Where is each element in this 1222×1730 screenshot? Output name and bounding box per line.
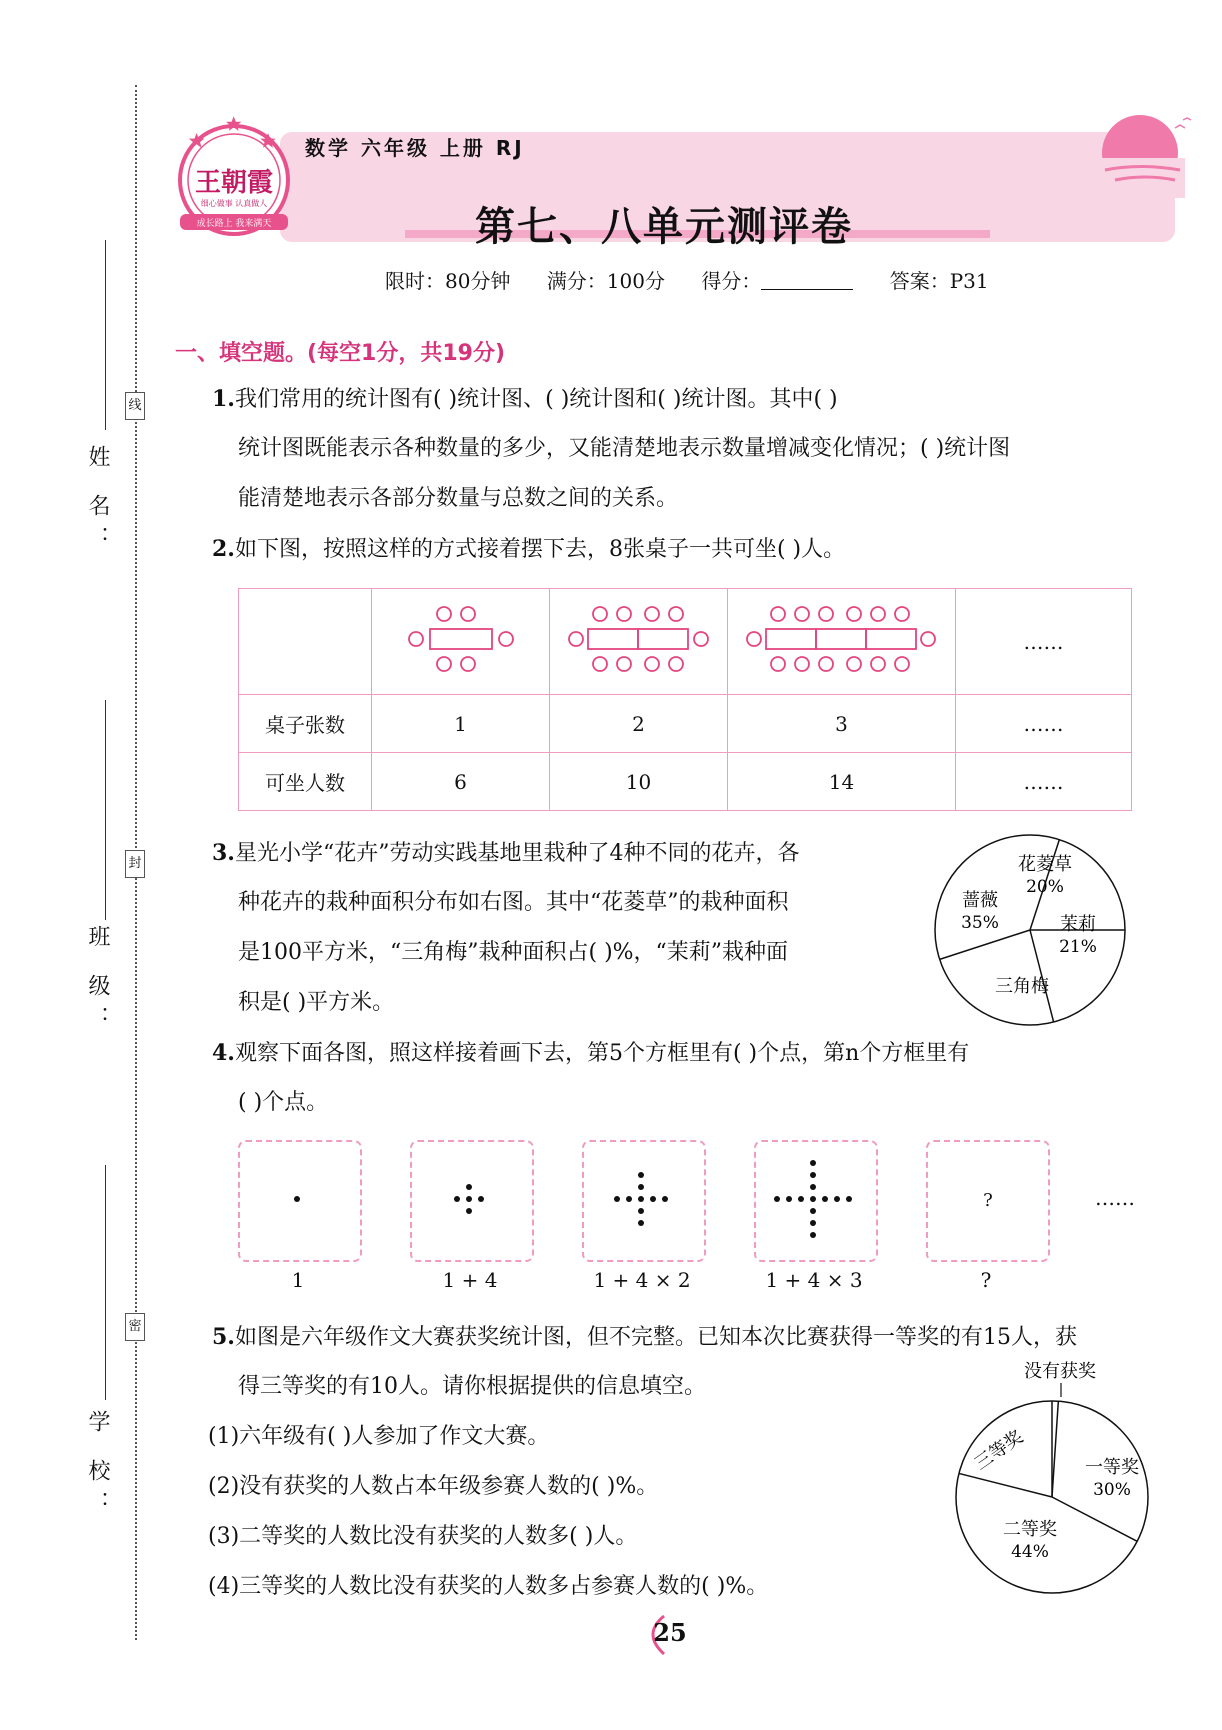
q5-line1 — [212, 1320, 1077, 1355]
page-number: 25 — [653, 1618, 687, 1647]
q3-line2: 种花卉的栽种面积分布如右图。其中“花菱草”的栽种面积 — [238, 890, 789, 915]
school-blank-line — [105, 1165, 106, 1400]
q2-line1 — [212, 532, 845, 567]
dot-mark — [638, 1184, 644, 1190]
dot-box-1 — [238, 1140, 362, 1262]
dot-mark — [810, 1208, 816, 1214]
q3-text1: 星光小学“花卉”劳动实践基地里栽种了4种不同的花卉，各 — [234, 841, 800, 866]
one-table-icon — [406, 604, 516, 674]
unknown-mark: ? — [983, 1190, 993, 1211]
table-cell: …… — [956, 753, 1132, 811]
q5-sub2: (2)没有获奖的人数占本年级参赛人数的( )%。 — [208, 1474, 659, 1499]
table-seating — [238, 588, 1132, 811]
pie-slice-divider — [940, 930, 1030, 959]
q3-line1 — [212, 836, 799, 871]
dot-box-2 — [410, 1140, 534, 1262]
dot-sequence-ellipsis: …… — [1095, 1186, 1135, 1210]
dot-mark — [798, 1196, 804, 1202]
dot-mark — [846, 1196, 852, 1202]
exam-info — [385, 265, 1019, 294]
pie-slice-divider — [1052, 1401, 1058, 1497]
dot-mark — [294, 1196, 300, 1202]
q1-line1 — [212, 382, 838, 417]
pie-label-huaLingcao: 花菱草 — [1018, 854, 1072, 875]
dot-mark — [650, 1196, 656, 1202]
dot-mark — [810, 1172, 816, 1178]
dot-mark — [786, 1196, 792, 1202]
q1-text1: 我们常用的统计图有( )统计图、( )统计图和( )统计图。其中( ) — [234, 387, 838, 412]
dot-mark — [614, 1196, 620, 1202]
brand-logo — [170, 112, 298, 240]
dot-mark — [638, 1172, 644, 1178]
full-score: 满分：100分 — [546, 269, 665, 293]
pie-value-moli: 21% — [1059, 937, 1097, 957]
dot-box-3 — [582, 1140, 706, 1262]
pie-label-moli: 茉莉 — [1060, 914, 1096, 935]
q3-line4: 积是( )平方米。 — [238, 990, 395, 1015]
row-label-people: 可坐人数 — [239, 753, 372, 811]
pie-value-second: 44% — [1011, 1542, 1049, 1562]
pie-value-first: 30% — [1093, 1480, 1131, 1500]
q5-line2: 得三等奖的有10人。请你根据提供的信息填空。 — [238, 1374, 706, 1399]
table-cell: 6 — [372, 753, 550, 811]
q4-text1: 观察下面各图，照这样接着画下去，第5个方框里有( )个点，第n个方框里有 — [234, 1041, 970, 1066]
dot-box-5 — [926, 1140, 1050, 1262]
pie-label-sanjiaomei: 三角梅 — [995, 976, 1049, 997]
seal-mark-line: 线 — [125, 392, 145, 420]
dot-box-4 — [754, 1140, 878, 1262]
dot-box-label: 1 + 4 × 2 — [593, 1268, 691, 1292]
q4-line1 — [212, 1036, 969, 1071]
q5-text1: 如图是六年级作文大赛获奖统计图，但不完整。已知本次比赛获得一等奖的有15人，获 — [234, 1325, 1077, 1350]
q3-line3: 是100平方米，“三角梅”栽种面积占( )%，“茉莉”栽种面 — [238, 940, 789, 965]
dot-mark — [810, 1232, 816, 1238]
page-title: 第七、八单元测评卷 — [475, 204, 853, 250]
table-diagram-3 — [728, 589, 956, 695]
q5-sub3: (3)二等奖的人数比没有获奖的人数多( )人。 — [208, 1524, 638, 1549]
dot-mark — [626, 1196, 632, 1202]
row-label-tables: 桌子张数 — [239, 695, 372, 753]
q2-number: 2. — [212, 536, 235, 562]
three-tables-icon — [744, 604, 939, 674]
section-heading: 一、填空题。(每空1分，共19分) — [175, 341, 506, 366]
dot-mark — [478, 1196, 484, 1202]
table-corner-cell — [239, 589, 372, 695]
q3-number: 3. — [212, 840, 235, 866]
pie-label-second: 二等奖 — [1003, 1519, 1057, 1540]
table-cell: 14 — [728, 753, 956, 811]
dot-mark — [810, 1160, 816, 1166]
q5-sub4: (4)三等奖的人数比没有获奖的人数多占参赛人数的( )%。 — [208, 1574, 769, 1599]
flower-pie-chart — [930, 830, 1130, 1030]
table-diagram-more: …… — [956, 589, 1132, 695]
brand-slogan: 细心做事 认真做人 — [200, 199, 268, 208]
class-blank-line — [105, 700, 106, 920]
q4-number: 4. — [212, 1040, 235, 1066]
pie-label-first: 一等奖 — [1085, 1457, 1139, 1478]
subject-line: 数学 六年级 上册 RJ — [305, 136, 525, 160]
brand-name: 王朝霞 — [194, 168, 273, 198]
dot-mark — [638, 1220, 644, 1226]
dot-mark — [466, 1196, 472, 1202]
dot-mark — [822, 1196, 828, 1202]
dot-mark — [638, 1208, 644, 1214]
dot-mark — [466, 1208, 472, 1214]
dot-box-label: 1 + 4 — [442, 1268, 498, 1292]
dot-box-label: 1 + 4 × 3 — [765, 1268, 863, 1292]
class-label: 班 级： — [85, 925, 110, 1038]
pie-label-third: 三等奖 — [970, 1426, 1027, 1475]
score-blank[interactable] — [761, 271, 853, 290]
table-cell: …… — [956, 695, 1132, 753]
dot-mark — [810, 1196, 816, 1202]
q2-text1: 如下图，按照这样的方式接着摆下去，8张桌子一共可坐( )人。 — [234, 537, 846, 562]
pie-slice-divider — [959, 1473, 1052, 1497]
q5-number: 5. — [212, 1324, 235, 1350]
dot-box-label: 1 — [291, 1268, 305, 1292]
dot-mark — [834, 1196, 840, 1202]
pie-label-no-award: 没有获奖 — [1024, 1361, 1096, 1382]
pie-label-qiangwei: 蔷薇 — [962, 890, 998, 911]
q4-line2: ( )个点。 — [238, 1090, 329, 1115]
brand-ribbon: 成长路上 我来满天 — [196, 219, 272, 229]
sunset-decoration-icon — [1085, 108, 1195, 198]
dot-mark — [466, 1184, 472, 1190]
table-cell: 1 — [372, 695, 550, 753]
dot-mark — [810, 1220, 816, 1226]
dot-mark — [454, 1196, 460, 1202]
q1-line2: 统计图既能表示各种数量的多少，又能清楚地表示数量增减变化情况；( )统计图 — [238, 436, 1011, 461]
pie-value-qiangwei: 35% — [961, 913, 999, 933]
time-limit: 限时：80分钟 — [385, 269, 511, 293]
table-cell: 10 — [550, 753, 728, 811]
pie-slice-divider — [1052, 1497, 1137, 1541]
dot-mark — [810, 1184, 816, 1190]
seal-mark-feng: 封 — [125, 850, 145, 878]
pie-value-huaLingcao: 20% — [1026, 877, 1064, 897]
table-diagram-1 — [372, 589, 550, 695]
seal-mark-mi: 密 — [125, 1313, 145, 1341]
dot-box-label: ? — [980, 1268, 992, 1292]
table-cell: 3 — [728, 695, 956, 753]
table-cell: 2 — [550, 695, 728, 753]
dot-mark — [662, 1196, 668, 1202]
award-pie-chart — [940, 1355, 1170, 1605]
table-diagram-2 — [550, 589, 728, 695]
dot-mark — [774, 1196, 780, 1202]
q1-line3: 能清楚地表示各部分数量与总数之间的关系。 — [238, 486, 679, 511]
school-label: 学 校： — [85, 1410, 110, 1523]
q1-number: 1. — [212, 386, 235, 412]
two-tables-icon — [566, 604, 711, 674]
name-blank-line — [105, 240, 106, 430]
score-label: 得分： — [701, 269, 762, 293]
name-label: 姓 名： — [85, 445, 110, 558]
dot-mark — [638, 1196, 644, 1202]
answer-ref: 答案：P31 — [889, 269, 989, 293]
q5-sub1: (1)六年级有( )人参加了作文大赛。 — [208, 1424, 550, 1449]
